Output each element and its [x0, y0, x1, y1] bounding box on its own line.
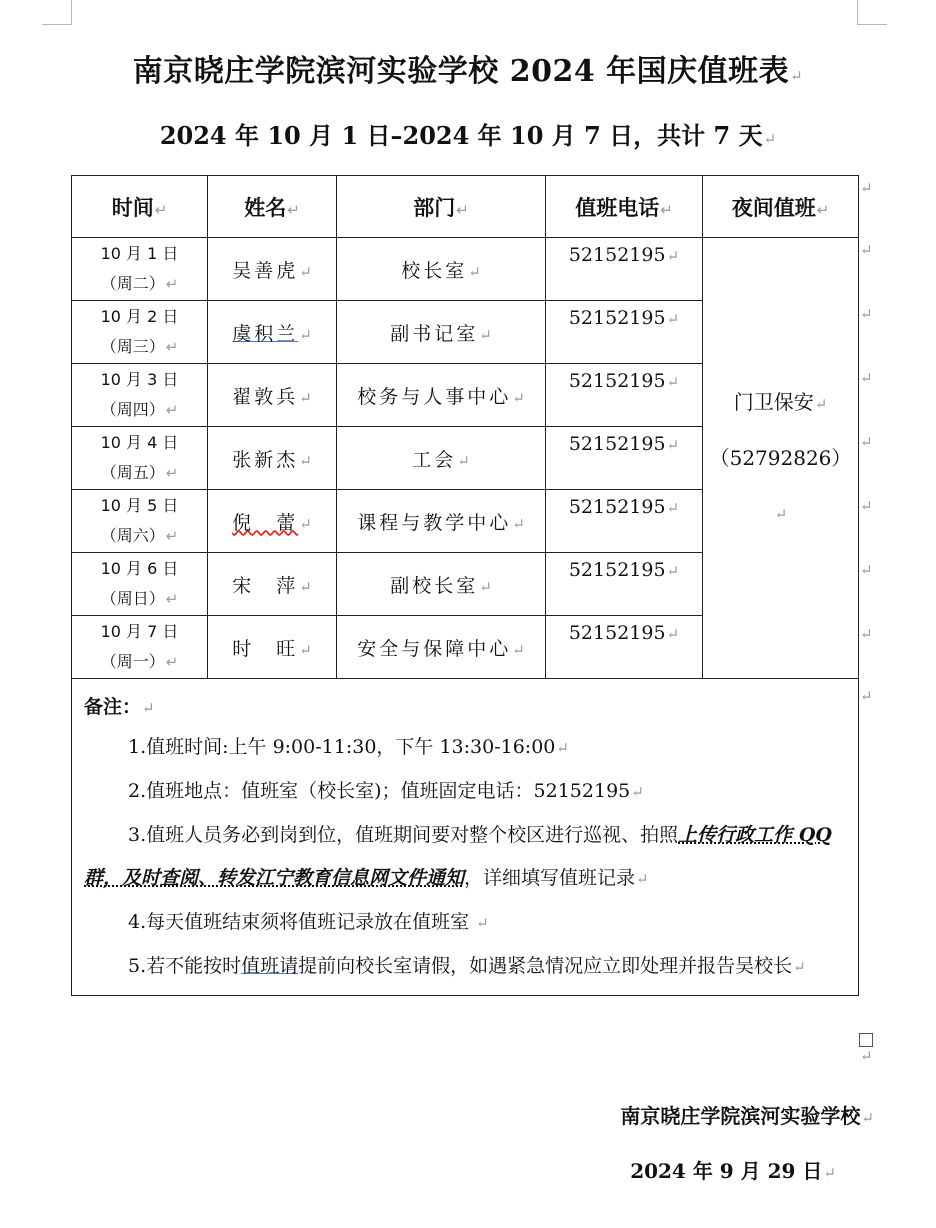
- note-2: 2.值班地点：值班室（校长室)；值班固定电话：52152195↵: [128, 780, 644, 802]
- header-night: 夜间值班↵: [703, 176, 859, 238]
- date-range-text: 2024 年 10 月 1 日–2024 年 10 月 7 日，共计 7 天: [159, 121, 763, 150]
- date-cell: 10 月 7 日 （周一）↵: [72, 616, 208, 679]
- name-cell: 吴善虎↵: [208, 238, 337, 301]
- header-row: [72, 176, 859, 238]
- header-dept: 部门↵: [337, 176, 546, 238]
- date-cell: 10 月 6 日 （周日）↵: [72, 553, 208, 616]
- note-5: 5.若不能按时值班请提前向校长室请假，如遇紧急情况应立即处理并报告吴校长↵: [128, 955, 806, 977]
- notes-cell: [72, 679, 859, 996]
- header-phone: 值班电话↵: [546, 176, 703, 238]
- name-cell: 时 旺↵: [208, 616, 337, 679]
- phone-cell: 52152195↵: [546, 238, 703, 301]
- name-cell: 虞积兰↵: [208, 301, 337, 364]
- dept-cell: 副校长室↵: [337, 553, 546, 616]
- name-cell: 翟敦兵↵: [208, 364, 337, 427]
- date-range: [0, 116, 936, 151]
- signature-date: 2024 年 9 月 29 日↵: [630, 1159, 836, 1183]
- date-cell: 10 月 3 日 （周四）↵: [72, 364, 208, 427]
- dept-cell: 安全与保障中心↵: [337, 616, 546, 679]
- note-1: 1.值班时间:上午 9:00-11:30，下午 13:30-16:00↵: [128, 736, 569, 758]
- night-duty: 门卫保安↵ （52792826）↵: [709, 390, 852, 523]
- name-cell: 张新杰↵: [208, 427, 337, 490]
- phone-cell: 52152195↵: [546, 553, 703, 616]
- notes-heading: 备注：↵: [84, 696, 155, 718]
- phone-cell: 52152195↵: [546, 616, 703, 679]
- date-cell: 10 月 5 日 （周六）↵: [72, 490, 208, 553]
- phone-cell: 52152195↵: [546, 490, 703, 553]
- dept-cell: 副书记室↵: [337, 301, 546, 364]
- night-duty-cell: [703, 238, 859, 679]
- duty-table: [71, 175, 859, 996]
- header-name: 姓名↵: [208, 176, 337, 238]
- name-cell: 倪 蕾↵: [208, 490, 337, 553]
- page-title: [0, 46, 936, 90]
- dept-cell: 校长室↵: [337, 238, 546, 301]
- table-resize-handle[interactable]: [859, 1033, 873, 1047]
- crop-mark-right-v: [857, 0, 858, 25]
- date-cell: 10 月 1 日 （周二）↵: [72, 238, 208, 301]
- crop-mark-left-h: [42, 24, 72, 25]
- phone-cell: 52152195↵: [546, 427, 703, 490]
- phone-cell: 52152195↵: [546, 301, 703, 364]
- dept-cell: 校务与人事中心↵: [337, 364, 546, 427]
- notes-row: [72, 679, 859, 996]
- name-cell: 宋 萍↵: [208, 553, 337, 616]
- note-3-emphasis: 上传行政工作 QQ 群，及时查阅、转发江宁教育信息网文件通知: [84, 824, 832, 889]
- dept-cell: 课程与教学中心↵: [337, 490, 546, 553]
- header-time: 时间↵: [72, 176, 208, 238]
- note-3: 3.值班人员务必到岗到位，值班期间要对整个校区进行巡视、拍照上传行政工作 QQ 群，及时查阅、转发江宁教育信息网文件通知，详细填写值班记录↵: [84, 824, 832, 889]
- crop-mark-left-v: [71, 0, 72, 25]
- title-text: 南京晓庄学院滨河实验学校 2024 年国庆值班表: [132, 54, 790, 89]
- date-cell: 10 月 4 日 （周五）↵: [72, 427, 208, 490]
- phone-cell: 52152195↵: [546, 364, 703, 427]
- table-row: [72, 238, 859, 301]
- dept-cell: 工会↵: [337, 427, 546, 490]
- date-cell: 10 月 2 日 （周三）↵: [72, 301, 208, 364]
- note-4: 4.每天值班结束须将值班记录放在值班室 ↵: [128, 911, 489, 933]
- signature-school: 南京晓庄学院滨河实验学校↵: [620, 1104, 874, 1128]
- paragraph-mark-icon: ↵: [763, 130, 777, 148]
- paragraph-mark-icon: ↵: [790, 67, 804, 85]
- crop-mark-right-h: [857, 24, 887, 25]
